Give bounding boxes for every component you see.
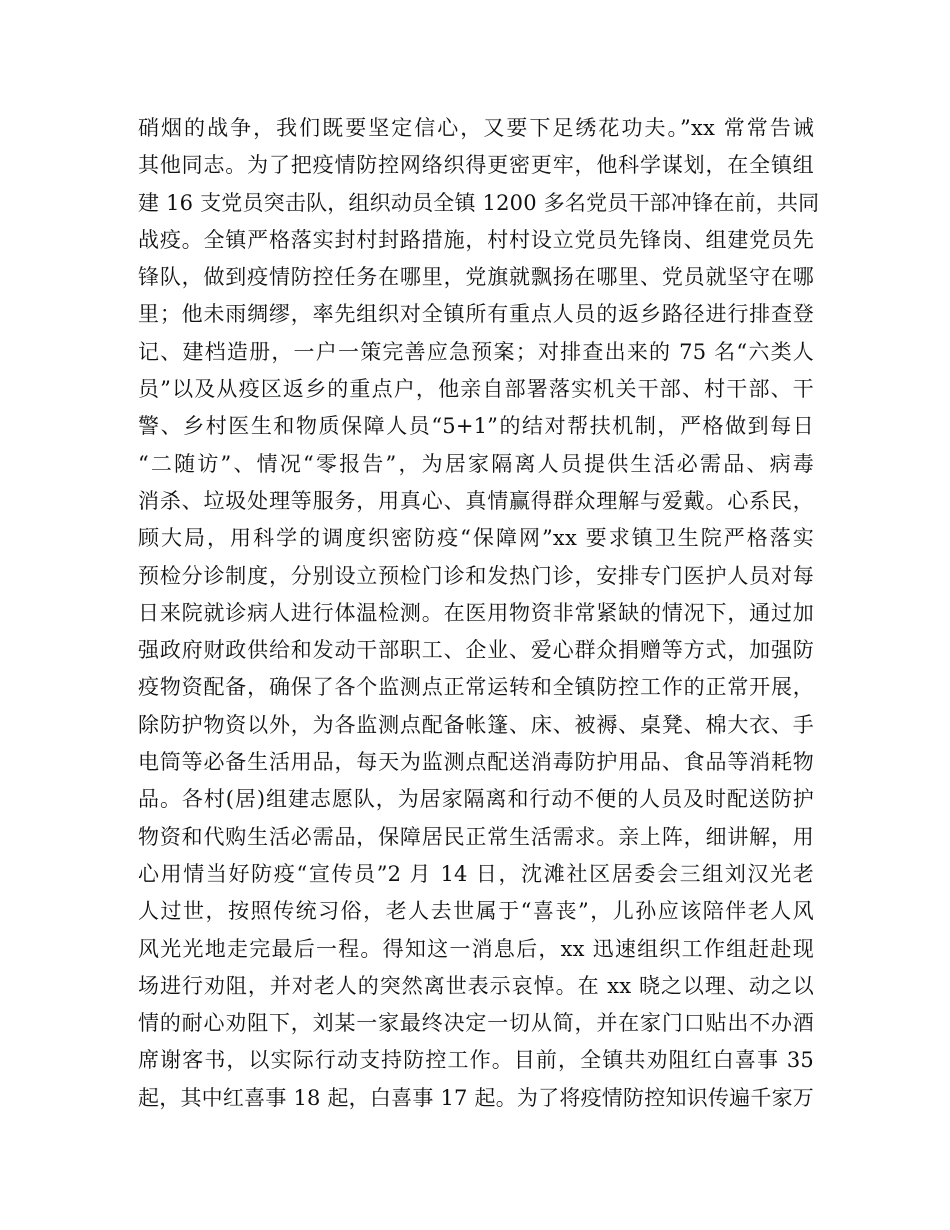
text-line: 情的耐心劝阻下，刘某一家最终决定一切从简，并在家门口贴出不办酒 [138, 1011, 814, 1036]
text-line: 顾大局，用科学的调度织密防疫“保障网”xx 要求镇卫生院严格落实 [138, 526, 814, 551]
text-line: 心用情当好防疫“宣传员”2 月 14 日，沈滩社区居委会三组刘汉光老 [138, 861, 814, 886]
text-line: 席谢客书，以实际行动支持防控工作。目前，全镇共劝阻红白喜事 35 [138, 1048, 814, 1073]
text-line: 疫物资配备，确保了各个监测点正常运转和全镇防控工作的正常开展， [138, 675, 814, 700]
text-line: 建 16 支党员突击队，组织动员全镇 1200 多名党员干部冲锋在前，共同 [138, 190, 820, 215]
text-line: 物资和代购生活必需品，保障居民正常生活需求。亲上阵，细讲解，用 [138, 824, 814, 849]
text-line: 预检分诊制度，分别设立预检门诊和发热门诊，安排专门医护人员对每 [138, 563, 814, 588]
text-line: 人过世，按照传统习俗，老人去世属于“喜丧”，儿孙应该陪伴老人风 [138, 899, 814, 924]
text-line: 日来院就诊病人进行体温检测。在医用物资非常紧缺的情况下，通过加 [138, 600, 814, 625]
text-line: 电筒等必备生活用品，每天为监测点配送消毒防护用品、食品等消耗物 [138, 750, 814, 775]
text-line: 品。各村(居)组建志愿队，为居家隔离和行动不便的人员及时配送防护 [138, 787, 814, 812]
text-line: 战疫。全镇严格落实封村封路措施，村村设立党员先锋岗、组建党员先 [138, 227, 814, 252]
text-line: 强政府财政供给和发动干部职工、企业、爱心群众捐赠等方式，加强防 [138, 638, 814, 663]
text-line: 起，其中红喜事 18 起，白喜事 17 起。为了将疫情防控知识传遍千家万 [138, 1085, 814, 1110]
text-line: 消杀、垃圾处理等服务，用真心、真情赢得群众理解与爱戴。心系民， [138, 488, 814, 513]
text-line: 里；他未雨绸缪，率先组织对全镇所有重点人员的返乡路径进行排查登 [138, 302, 814, 327]
body-paragraph [138, 110, 820, 1117]
text-line: 员”以及从疫区返乡的重点户，他亲自部署落实机关干部、村干部、干 [138, 377, 814, 402]
text-line: 记、建档造册，一户一策完善应急预案；对排查出来的 75 名“六类人 [138, 339, 814, 364]
text-line: 除防护物资以外，为各监测点配备帐篷、床、被褥、桌凳、棉大衣、手 [138, 712, 814, 737]
text-line: 警、乡村医生和物质保障人员“5+1”的结对帮扶机制，严格做到每日 [138, 414, 814, 439]
text-line: 场进行劝阻，并对老人的突然离世表示哀悼。在 xx 晓之以理、动之以 [138, 973, 814, 998]
text-line: 硝烟的战争，我们既要坚定信心，又要下足绣花功夫。”xx 常常告诫 [138, 116, 814, 140]
text-line: 其他同志。为了把疫情防控网络织得更密更牢，他科学谋划，在全镇组 [138, 153, 814, 178]
text-line: 风光光地走完最后一程。得知这一消息后，xx 迅速组织工作组赶赴现 [138, 936, 814, 961]
text-line: “二随访”、情况“零报告”，为居家隔离人员提供生活必需品、病毒 [138, 451, 814, 476]
text-line: 锋队，做到疫情防控任务在哪里，党旗就飘扬在哪里、党员就坚守在哪 [138, 265, 814, 290]
